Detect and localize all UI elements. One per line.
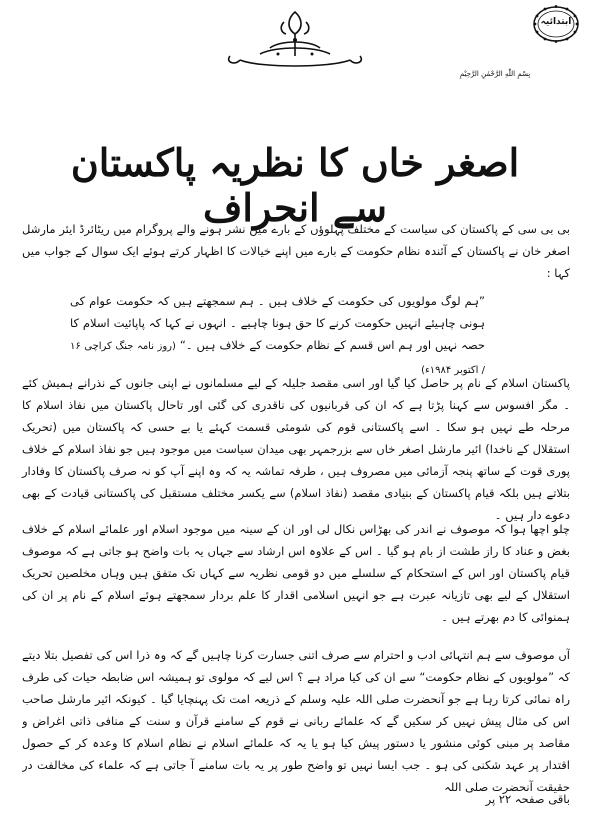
quote-text: ”ہم لوگ مولویوں کی حکومت کے خلاف ہیں ۔ ہم سمجھتے ہیں کہ حکومت عوام کی ہونی چاہیئے انہیں حکومت کرنے کا حق ہونا چاہیے ۔ انہوں نے کہا کہ پاپائیت اسلام کا حصہ نہیں اور ہم اس قسم کے نظام حکومت کے خلاف ہیں ۔“ <box>70 294 486 352</box>
continuation-note: باقی صفحہ ۲۲ پر <box>485 792 570 806</box>
emblem-caption: بِسْمِ اللّٰهِ الرَّحْمٰنِ الرَّحِيْمِ <box>459 70 531 78</box>
paragraph-1: پاکستان اسلام کے نام پر حاصل کیا گیا اور اسی مقصد جلیلہ کے لیے مسلمانوں نے اپنی جانوں کے نذرانے ہمیش کئے ۔ مگر افسوس سے کہنا پڑتا ہے کہ ان کی قربانیوں کی ناقدری کی گئی اور تاحال پاکستان میں نفاذ اسلام کا مرحلہ طے نہیں ہو سکا ۔ اسے پاکستانی قوم کی شومئی قسمت کہئے یا بے حسی کہ پاکستان میں (تحریک استقلال کے ناخدا) ائیر مارشل اصغر خاں سے بزرجمہر بھی میدان سیاست میں موجود ہیں جو نفاذ اسلام کے خلاف پوری قوت کے ساتھ پنجہ آزمائی میں مصروف ہیں ، طرفہ تماشہ یہ کہ وہ اپنے آپ کو نہ صرف پاکستان کا وفادار بتلاتے ہیں بلکہ قیام پاکستان کے بنیادی مقصد (نفاذ اسلام) سے یکسر مختلف مستقبل کی پاکستانی قیادت کے بھی دعوے دار ہیں ۔ <box>22 376 570 522</box>
article-title: اصغر خاں کا نظریہ پاکستان سے انحراف <box>70 140 520 230</box>
paragraph-3: آں موصوف سے ہم انتہائی ادب و احترام سے صرف اتنی جسارت کرنا چاہیں گے کہ وہ ذرا اس کی تفصیل بتلا دیتے کہ ”مولویوں کے نظام حکومت“ سے ان کی کیا مراد ہے ؟ اس لیے کہ مولوی تو ہمیشہ اس ضابطہ حیات کی طرف راہ نمائی کرتا رہا ہے جو آنحضرت صلی اللہ علیہ وسلم کے ذریعہ امت تک پہنچایا گیا ۔ کیونکہ ائیر مارشل صاحب اس کی مثال پیش نہیں کر سکیں گے کہ علمائے ربانی نے قوم کے سامنے قرآن و سنت کے منافی ذاتی اغراض و مقاصد پر مبنی کوئی منشور یا دستور پیش کیا ہو یا یہ کہ علمائے اسلام نے نظام اسلام کا وعدہ کر کے حصول اقتدار پر عہد شکنی کی ہو ۔ جب ایسا نہیں تو واضح طور پر یہ بات سامنے آ جاتی ہے کہ علماء کی مخالفت در حقیقت آنحضرت صلی اللہ <box>22 648 570 794</box>
intro-paragraph: بی بی سی کے پاکستان کی سیاست کے مختلف پہلوؤں کے بارے میں نشر ہونے والے پروگرام میں ریٹائرڈ ایئر مارشل اصغر خان نے پاکستان کے آئندہ نظام حکومت کے بارے میں اپنے خیالات کا اظہار کرتے ہوئے ایک سوال کے جواب میں کہا : <box>22 222 570 280</box>
calligraphy-emblem-icon <box>200 4 390 84</box>
quote-block <box>70 290 485 382</box>
section-badge <box>531 4 581 44</box>
badge-label: ابتدائیہ <box>540 17 572 27</box>
paragraph-2: چلو اچھا ہوا کہ موصوف نے اندر کی بھڑاس نکال لی اور ان کے سینہ میں موجود اسلام اور علمائے اسلام کے خلاف بغض و عناد کا راز طشت از بام ہو گیا ۔ اس کے علاوہ اس ارشاد سے جہاں یہ بات واضح ہو جاتی ہے کہ موصوف قیام پاکستان اور اس کے استحکام کے سلسلے میں دو قومی نظریہ سے کہاں تک متفق ہیں وہاں مخلصین تحریک استقلال کے لیے بھی تازیانہ عبرت ہے جو انہیں اسلامی اقدار کا علم بردار سمجھتے ہوئے اسلام کے نام پر ان کی ہمنوائی کا دم بھرتے ہیں ۔ <box>22 522 570 624</box>
calligraphy-emblem <box>200 4 531 84</box>
quote-source: (روز نامہ جنگ کراچی ۱۶ / اکتوبر ۱۹۸۴ء) <box>70 341 485 376</box>
